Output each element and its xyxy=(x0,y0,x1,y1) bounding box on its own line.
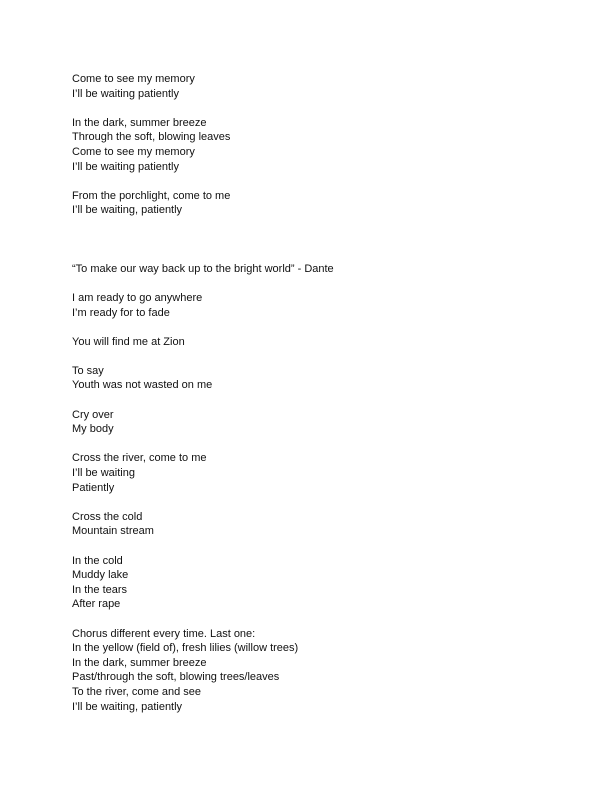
text-line: Through the soft, blowing leaves xyxy=(72,131,231,144)
text-line: In the tears xyxy=(72,583,128,596)
blank-line xyxy=(72,101,542,116)
text-line: From the porchlight, come to me xyxy=(72,189,231,202)
text-line: Come to see my memory xyxy=(72,145,195,158)
text-line: Come to see my memory xyxy=(72,73,195,85)
text-line: I am ready to go anywhere xyxy=(72,291,203,304)
blank-line xyxy=(72,495,542,510)
document-page xyxy=(72,72,542,714)
blank-line xyxy=(72,349,542,364)
text-line: “To make our way back up to the bright world” - Dante xyxy=(72,262,334,275)
text-line: Mountain stream xyxy=(72,525,154,538)
text-line: Cross the cold xyxy=(72,510,143,523)
text-line: To the river, come and see xyxy=(72,685,202,698)
text-line: I’ll be waiting, patiently xyxy=(72,204,183,217)
text-line: My body xyxy=(72,423,114,436)
text-line: In the yellow (field of), fresh lilies (willow trees) xyxy=(72,642,299,655)
blank-line xyxy=(72,539,542,554)
blank-line xyxy=(72,612,542,627)
blank-line xyxy=(72,276,542,291)
blank-line xyxy=(72,437,542,452)
text-line: Cry over xyxy=(72,408,114,421)
blank-line xyxy=(72,393,542,408)
text-line: Patiently xyxy=(72,481,115,494)
text-line: In the cold xyxy=(72,554,123,567)
text-line: I’ll be waiting, patiently xyxy=(72,700,183,713)
text-line: Youth was not wasted on me xyxy=(72,379,213,392)
blank-line xyxy=(72,320,542,335)
text-line: Muddy lake xyxy=(72,569,129,582)
text-line: I’ll be waiting patiently xyxy=(72,87,180,100)
text-line: You will find me at Zion xyxy=(72,335,185,348)
text-line: To say xyxy=(72,364,104,377)
text-line: Past/through the soft, blowing trees/leaves xyxy=(72,671,280,684)
text-line: I’ll be waiting xyxy=(72,467,135,480)
text-line: Cross the river, come to me xyxy=(72,452,207,465)
blank-lines xyxy=(72,218,542,262)
text-line: In the dark, summer breeze xyxy=(72,656,207,669)
text-line: After rape xyxy=(72,598,121,611)
blank-line xyxy=(72,174,542,189)
text-line: In the dark, summer breeze xyxy=(72,116,207,129)
text-line: I’ll be waiting patiently xyxy=(72,160,180,173)
text-line: I’m ready for to fade xyxy=(72,306,170,319)
text-line: Chorus different every time. Last one: xyxy=(72,627,256,640)
